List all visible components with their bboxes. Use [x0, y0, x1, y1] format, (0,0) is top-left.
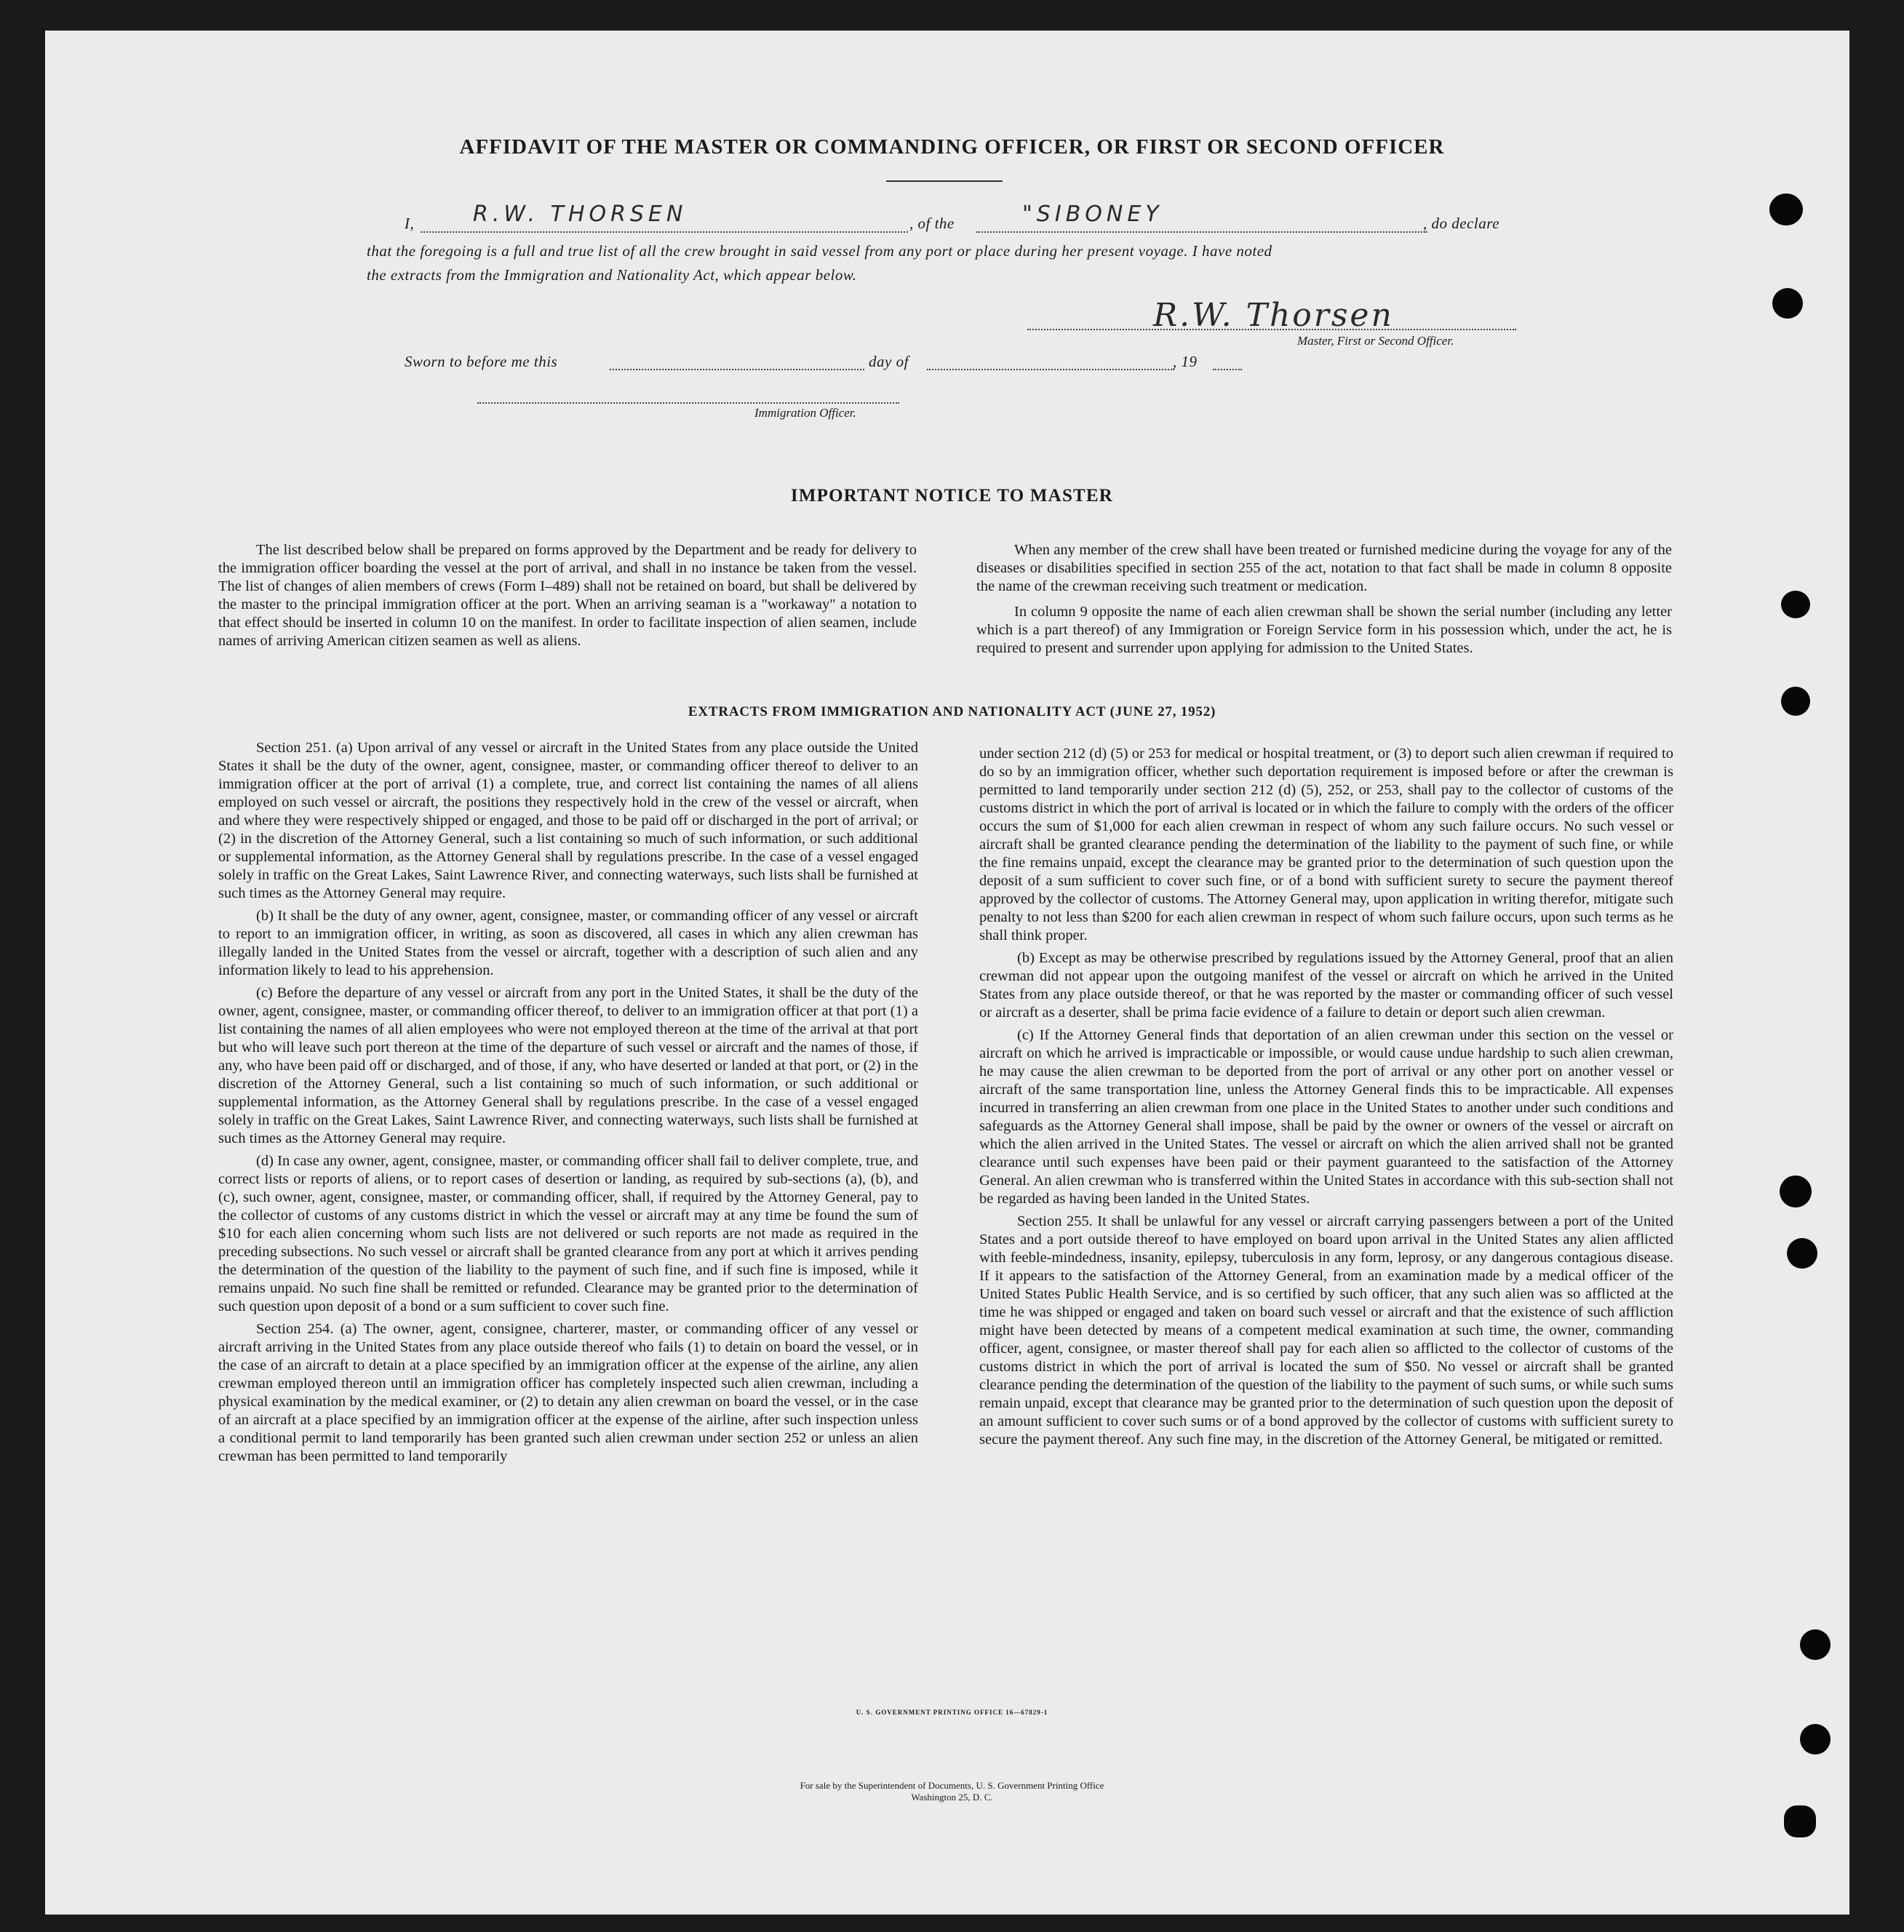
sworn-date-line — [610, 369, 864, 370]
sworn-label: Sworn to before me this — [405, 353, 558, 370]
punch-hole — [1784, 1805, 1816, 1837]
title-rule — [886, 180, 1003, 182]
month-line — [927, 369, 1174, 370]
punch-hole — [1780, 1175, 1812, 1208]
section-254-c: (c) If the Attorney General finds that deportation of an alien crewman under this section on the vessel or aircraft on which he arrived is impracticable or impossible, or would cause undue hardship to such alien crewman, he may cause the alien crewman to be deported from the port of arrival or any other port on another vessel or aircraft of the same transportation line, unless the Attorney General finds this to be impracticable. All expenses incurred in transferring an alien crewman from one place in the United States to another under such conditions and safeguards as the Attorney General shall impose, shall be paid by the owner or owners of the vessel or aircraft on which the alien arrived in the United States. The vessel or aircraft on which the alien arrived shall not be granted clearance until such expenses have been paid or their payment guaranteed to the satisfaction of the Attorney General. An alien crewman who is transferred within the United States in accordance with this sub-section shall not be regarded as having been landed in the United States. — [979, 1027, 1673, 1207]
punch-hole — [1781, 591, 1810, 618]
master-signature: R.W. Thorsen — [1153, 297, 1394, 334]
section-251-c: (c) Before the departure of any vessel or aircraft from any port in the United States, it shall be the duty of the owner, agent, consignee, master, or commanding officer thereof, to deliver to an immigration officer at that port (1) a list containing the names of all alien employees who were not employed thereon at the time of the arrival at that port but who will leave such port thereon at the time of the departure of such vessel or aircraft and the names of those, if any, who have been paid off or discharged, and of those, if any, who have deserted or landed at that port, or (2) in the discretion of the Attorney General, such a list containing so much of such information, or such additional or supplemental information, as the Attorney General shall by regulations prescribe. In the case of a vessel engaged solely in traffic on the Great Lakes, Saint Lawrence River, and connecting waterways, such lists shall be furnished at such times as the Attorney General may require. — [218, 985, 918, 1146]
section-251-d: (d) In case any owner, agent, consignee, master, or commanding officer shall fail to deliver complete, true, and correct lists or reports of aliens, or to report cases of desertion or landing, as required by sub-sections (a), (b), and (c), such owner, agent, consignee, master, or commanding officer, shall, if required by the Attorney General, pay to the collector of customs of any customs district in which the vessel or aircraft may at any time be found the sum of $10 for each alien concerning whom such lists are not delivered or such reports are not made as required in the preceding subsections. No such vessel or aircraft shall be granted clearance from any port at which it arrives pending the determination of the question of the liability to the payment of such fine, and if such fine is imposed, while it remains unpaid. No such fine shall be remitted or refunded. Clearance may be granted prior to the determination of such question upon deposit of a bond or a sum sufficient to cover such fine. — [218, 1153, 918, 1314]
punch-hole — [1800, 1724, 1831, 1755]
immigration-officer-caption: Immigration Officer. — [754, 406, 856, 420]
sale-line-2: Washington 25, D. C. — [911, 1792, 993, 1803]
notice-title: IMPORTANT NOTICE TO MASTER — [790, 486, 1114, 506]
affidavit-line-3: the extracts from the Immigration and Nationality Act, which appear below. — [367, 266, 857, 284]
i-label: I, — [405, 215, 415, 232]
punch-hole — [1772, 288, 1803, 319]
extracts-left-column — [218, 739, 918, 1470]
print-office-line: U. S. GOVERNMENT PRINTING OFFICE 16—67829-1 — [856, 1709, 1048, 1716]
signature-caption: Master, First or Second Officer. — [1297, 334, 1454, 348]
section-254-b: (b) Except as may be otherwise prescribed by regulations issued by the Attorney General, proof that an alien crewman did not appear upon the outgoing manifest of the vessel or aircraft on which he arrived in the United States from any place outside thereof, or that he was reported by the master or commanding officer of such vessel or aircraft as a deserter, shall be prima facie evidence of a failure to detain or deport such alien crewman. — [979, 950, 1673, 1021]
year-line — [1213, 369, 1242, 370]
punch-hole — [1800, 1629, 1831, 1660]
notice-right-paragraph-2: In column 9 opposite the name of each alien crewman shall be shown the serial number (including any letter which is a part thereof) of any Immigration or Foreign Service form in his possession which, under the act, he is required to present and surrender upon applying for admission to the United States. — [976, 604, 1672, 656]
extracts-right-column — [979, 745, 1673, 1453]
section-254-a-continued: under section 212 (d) (5) or 253 for medical or hospital treatment, or (3) to deport such alien crewman if required to do so by an immigration officer, whether such deportation requirement is imposed before or after the crewman is permitted to land temporarily under section 212 (d) (5), 252, or 253, shall pay to the collector of customs of the customs district in which the port of arrival is located or in which the failure to comply with the orders of the officer occurs the sum of $1,000 for each alien crewman in respect of whom any such failure occurs. No such vessel or aircraft shall be granted clearance pending the determination of the liability to the payment of such fine, or while the fine remains unpaid, except the clearance may be granted prior to the determination of such question upon the deposit of a sum sufficient to cover such fine, or of a bond with sufficient surety to secure the payment thereof approved by the collector of customs. The Attorney General may, upon application in writing therefor, mitigate such penalty to not less than $200 for each alien crewman in respect of whom such failure occurs, upon such terms as he shall think proper. — [979, 746, 1673, 943]
section-255: Section 255. It shall be unlawful for any vessel or aircraft carrying passengers between a port of the United States and a port outside thereof to have employed on board upon arrival in the United States any alien afflicted with feeble-mindedness, insanity, epilepsy, tuberculosis in any form, leprosy, or any dangerous contagious disease. If it appears to the satisfaction of the Attorney General, from an examination made by a medical officer of the United States Public Health Service, and is so certified by such officer, that any such alien was so afflicted at the time he was shipped or engaged and taken on board such vessel or aircraft and that the existence of such affliction might have been detected by means of a competent medical examination at such time, the owner, commanding officer, agent, consignee, or master thereof shall pay for each alien so afflicted to the collector of customs of the customs district in which the port of arrival is located the sum of $50. No vessel or aircraft shall be granted clearance pending the determination of the question of the liability to the payment of such sums, or while such sums remain unpaid, except that clearance may be granted prior to the determination of such question upon the deposit of an amount sufficient to cover such sums or of a bond approved by the collector of customs with sufficient surety to secure the payment thereof. Any such fine may, in the discretion of the Attorney General, be mitigated or remitted. — [979, 1213, 1673, 1448]
notice-left-column — [218, 541, 917, 655]
punch-hole — [1787, 1238, 1817, 1269]
punch-hole — [1781, 687, 1810, 716]
vessel-handwritten: "SIBONEY — [1022, 201, 1163, 227]
affidavit-line-2: that the foregoing is a full and true list of all the crew brought in said vessel from any port or place during her present voyage. I have noted — [367, 242, 1272, 260]
sale-line-1: For sale by the Superintendent of Documents, U. S. Government Printing Office — [800, 1780, 1104, 1791]
year-label: , 19 — [1173, 353, 1198, 370]
notice-right-paragraph-1: When any member of the crew shall have been treated or furnished medicine during the voyage for any of the diseases or disabilities specified in section 255 of the act, notation to that fact shall be made in column 8 opposite the name of the crewman receiving such treatment or medication. — [976, 542, 1672, 594]
notice-left-paragraph: The list described below shall be prepared on forms approved by the Department and be ready for delivery to the immigration officer boarding the vessel at the port of arrival, and shall in no instance be taken from the vessel. The list of changes of alien members of crews (Form I–489) shall not be retained on board, but shall be delivered by the master to the principal immigration officer at the port. When an arriving seaman is a "workaway" a notation to that effect should be inserted in column 10 on the manifest. In order to facilitate inspection of alien seamen, include names of arriving American citizen seamen as well as aliens. — [218, 542, 917, 649]
sale-notice — [0, 1780, 1904, 1803]
immigration-officer-line — [477, 402, 899, 404]
signature-line — [1027, 329, 1516, 330]
section-251-b: (b) It shall be the duty of any owner, agent, consignee, master, or commanding officer of any vessel or aircraft to report to an immigration officer, in writing, as soon as discovered, all cases in which any alien crewman has illegally landed in the United States from the vessel or aircraft, together with a description of such alien and any information likely to lead to his apprehension. — [218, 908, 918, 978]
section-254-a: Section 254. (a) The owner, agent, consignee, charterer, master, or commanding officer of any vessel or aircraft arriving in the United States from any place outside thereof who fails (1) to detain on board the vessel, or in the case of an aircraft to detain at a place specified by an immigration officer at the expense of the airline, any alien crewman employed thereon until an immigration officer has completely inspected such alien crewman, including a physical examination by the medical examiner, or (2) to detain any alien crewman on board the vessel, or in the case of an aircraft at a place specified by an immigration officer at the expense of the airline, after such inspection unless a conditional permit to land temporarily has been granted such alien crewman under section 252 or unless an alien crewman has been permitted to land temporarily — [218, 1321, 918, 1464]
name-field-line — [421, 231, 908, 233]
section-251-a: Section 251. (a) Upon arrival of any vessel or aircraft in the United States from any place outside the United States it shall be the duty of the owner, agent, consignee, master, or commanding officer thereof to deliver to an immigration officer at the port of arrival (1) a complete, true, and correct list containing the names of all aliens employed on such vessel or aircraft, the positions they respectively hold in the crew of the vessel or aircraft, when and where they were respectively shipped or engaged, and those to be paid off or discharged in the port of arrival; or (2) in the discretion of the Attorney General, such a list containing so much of such information, or such additional or supplemental information, as the Attorney General shall by regulations prescribe. In the case of a vessel engaged solely in traffic on the Great Lakes, Saint Lawrence River, and connecting waterways, such lists shall be furnished at such times as the Attorney General may require. — [218, 740, 918, 901]
affidavit-title: AFFIDAVIT OF THE MASTER OR COMMANDING OFFICER, OR FIRST OR SECOND OFFICER — [459, 135, 1445, 159]
day-of-label: day of — [869, 353, 909, 370]
notice-right-column — [976, 541, 1672, 662]
punch-hole — [1769, 193, 1803, 225]
name-handwritten: R.W. THORSEN — [473, 201, 688, 227]
do-declare-label: , do declare — [1423, 215, 1499, 232]
of-the-label: , of the — [909, 215, 955, 232]
extracts-title: EXTRACTS FROM IMMIGRATION AND NATIONALITY ACT (JUNE 27, 1952) — [688, 704, 1216, 719]
vessel-field-line — [976, 231, 1427, 233]
